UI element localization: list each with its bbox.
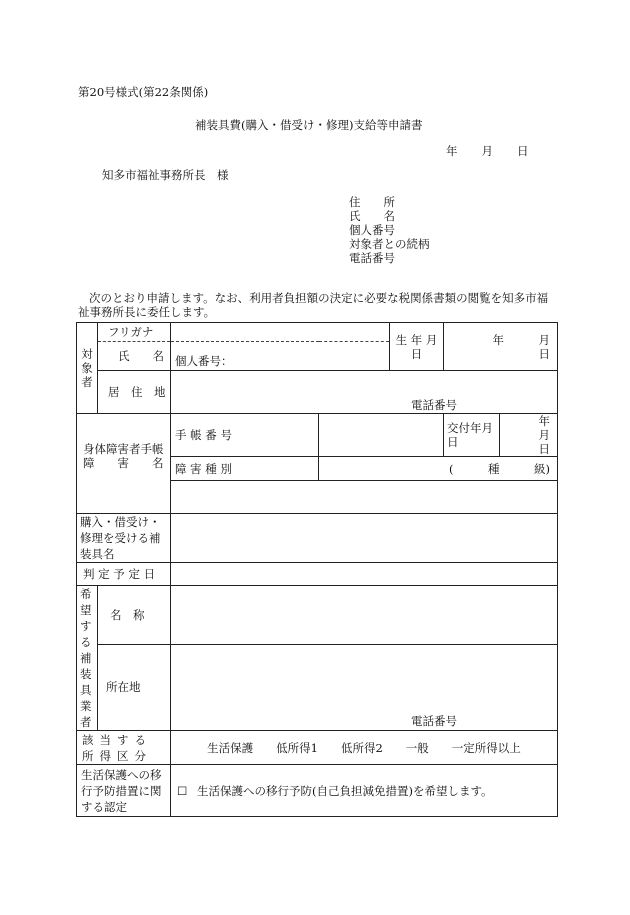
vendor-name-label: 名 称 <box>98 586 171 645</box>
date-year-label: 年 <box>446 144 458 158</box>
judgement-date-label: 判 定 予 定 日 <box>77 563 171 586</box>
form-code: 第20号様式(第22条関係) <box>78 85 209 99</box>
vendor-name-field[interactable] <box>171 586 558 645</box>
subject-label-char-1: 対 <box>81 347 93 361</box>
birthdate-label: 生 年 月 日 <box>390 323 444 371</box>
transition-label: 生活保護への移行予防措置に関する認定 <box>77 765 171 817</box>
income-label: 該当する所得区分 <box>77 731 171 765</box>
vendor-location-label: 所在地 <box>98 644 171 730</box>
disability-name-field[interactable] <box>171 481 558 514</box>
transition-checkbox[interactable]: ☐ <box>177 783 188 798</box>
disability-type-label: 障 害 種 別 <box>171 457 319 481</box>
applicant-name-label: 氏 名 <box>349 209 395 223</box>
equipment-label: 購入・借受け・修理を受ける補装具名 <box>77 514 171 563</box>
issue-date-field[interactable]: 年 月 日 <box>538 414 585 456</box>
document-title: 補装具費(購入・借受け・修理)支給等申請書 <box>195 118 423 132</box>
residence-phone-label: 電話番号 <box>411 398 457 412</box>
disability-type-field[interactable]: ( 種 級) <box>319 457 558 481</box>
addressee: 知多市福祉事務所長 様 <box>102 168 229 182</box>
application-table <box>76 322 585 817</box>
residence-field[interactable] <box>171 371 558 414</box>
handbook-number-field[interactable] <box>319 414 444 457</box>
subject-label-char-3: 者 <box>81 375 93 389</box>
handbook-label-line-2: 障 害 名 <box>83 455 164 470</box>
intro-text: 次のとおり申請します。なお、利用者負担額の決定に必要な税関係書類の閲覧を知多市福祉事務所長に委任します。 <box>78 291 549 319</box>
date-day-label: 日 <box>517 144 529 158</box>
furigana-label: フリガナ <box>98 323 171 342</box>
applicant-address-label: 住 所 <box>349 195 395 209</box>
income-options[interactable]: 生活保護 低所得1 低所得2 一般 一定所得以上 <box>171 731 558 765</box>
residence-label: 居 住 地 <box>98 371 171 414</box>
handbook-label-line-1: 身体障害者手帳 <box>83 441 164 456</box>
applicant-relationship-label: 対象者との続柄 <box>349 237 430 251</box>
transition-text: 生活保護への移行予防(自己負担減免措置)を希望します。 <box>196 783 493 798</box>
subject-label <box>77 323 98 414</box>
handbook-number-label <box>171 414 319 457</box>
subject-label-char-2: 象 <box>81 361 93 375</box>
handbook-number-label-text: 手 帳 番 号 <box>175 428 232 442</box>
applicant-block <box>349 195 430 265</box>
vendor-group-label: 希望する補装具業者 <box>77 586 98 731</box>
vendor-location-field[interactable] <box>171 644 558 730</box>
equipment-field[interactable] <box>171 514 558 563</box>
vendor-phone-label: 電話番号 <box>411 714 457 728</box>
personal-number-label: 個人番号： <box>175 354 233 368</box>
furigana-field[interactable] <box>171 323 390 342</box>
name-field[interactable] <box>171 342 390 371</box>
issue-date-label: 交付年月日 <box>444 414 500 456</box>
date-month-label: 月 <box>481 144 493 158</box>
issue-date-cell <box>444 414 585 457</box>
applicant-personal-number-label: 個人番号 <box>349 223 395 237</box>
application-date <box>446 143 529 159</box>
birthdate-field[interactable]: 年 月 日 <box>444 323 558 371</box>
judgement-date-field[interactable] <box>171 563 558 586</box>
name-label: 氏 名 <box>98 342 171 371</box>
handbook-label <box>77 414 171 514</box>
applicant-phone-label: 電話番号 <box>349 251 395 265</box>
transition-field <box>171 765 558 817</box>
